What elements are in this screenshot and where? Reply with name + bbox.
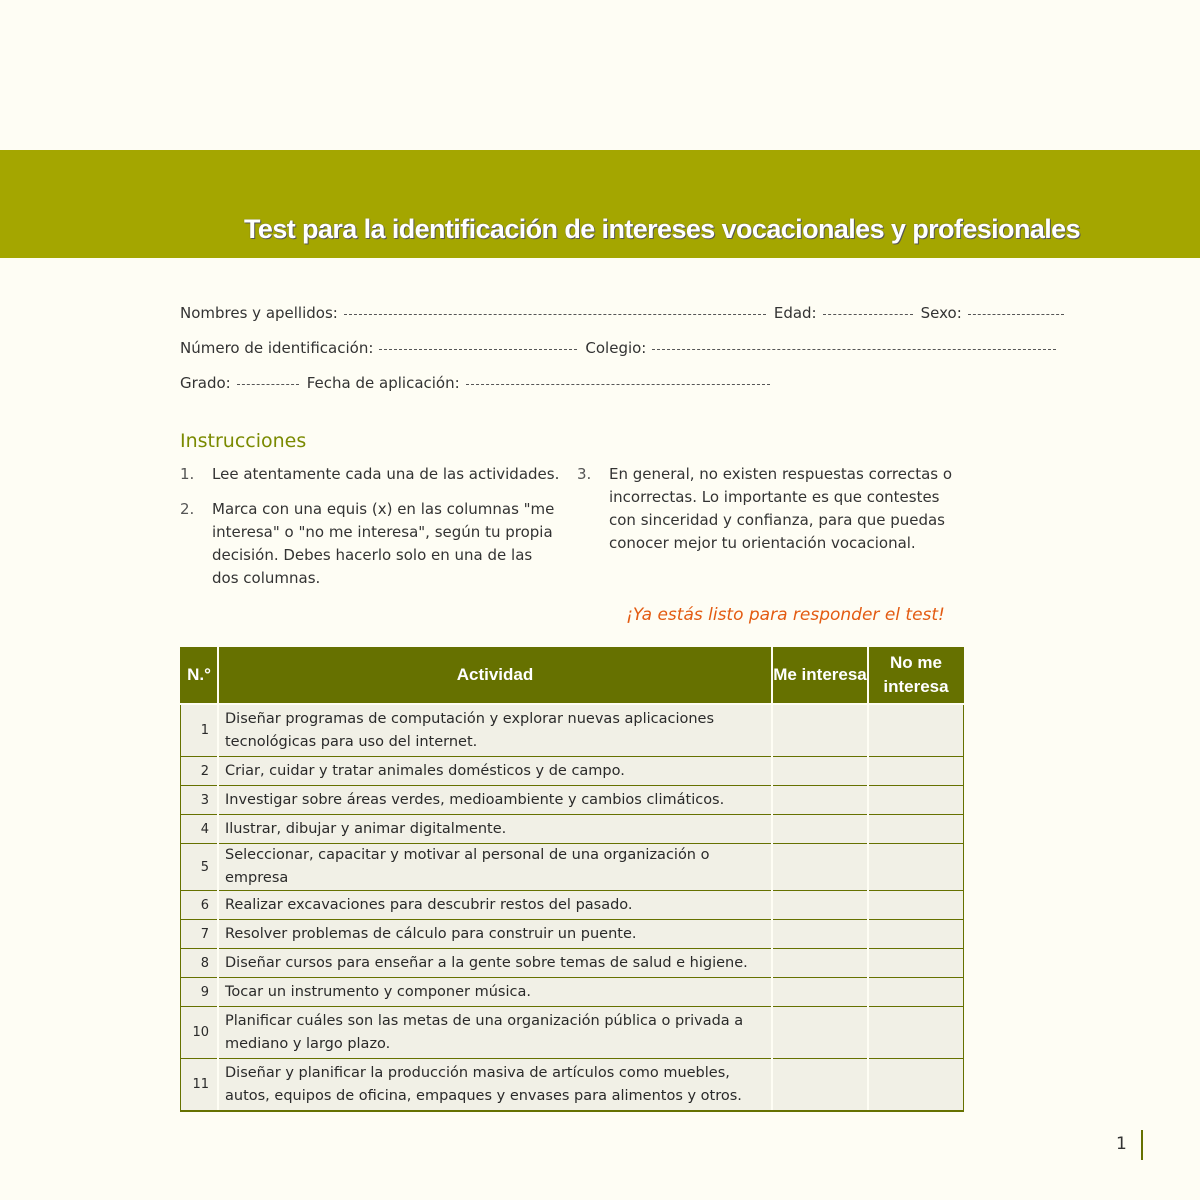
instruction-number: 1. xyxy=(180,465,195,483)
grado-field[interactable] xyxy=(237,383,299,385)
table-row xyxy=(181,786,964,815)
page-title: Test para la identificación de intereses vocacionales y profesionales xyxy=(244,214,1080,244)
form-row-grade xyxy=(180,374,778,392)
sexo-label: Sexo: xyxy=(920,304,962,322)
row-activity: Tocar un instrumento y componer música. xyxy=(218,978,772,1007)
header-activity: Actividad xyxy=(218,646,772,704)
row-number: 11 xyxy=(181,1059,219,1112)
row-number: 4 xyxy=(181,815,219,844)
sexo-field[interactable] xyxy=(968,313,1064,315)
row-activity: Diseñar y planificar la producción masiva de artículos como muebles, autos, equipos de oficina, empaques y envases para alimentos y otros. xyxy=(218,1059,772,1112)
row-activity: Diseñar cursos para enseñar a la gente sobre temas de salud e higiene. xyxy=(218,949,772,978)
table-row xyxy=(181,844,964,891)
row-number: 9 xyxy=(181,978,219,1007)
grado-label: Grado: xyxy=(180,374,231,392)
no-me-interesa-cell[interactable] xyxy=(868,949,964,978)
table-row xyxy=(181,1059,964,1112)
table-row xyxy=(181,757,964,786)
instruction-number: 3. xyxy=(577,465,592,483)
row-activity: Realizar excavaciones para descubrir restos del pasado. xyxy=(218,891,772,920)
row-activity: Seleccionar, capacitar y motivar al personal de una organización o empresa xyxy=(218,844,772,891)
row-activity: Investigar sobre áreas verdes, medioambiente y cambios climáticos. xyxy=(218,786,772,815)
row-number: 3 xyxy=(181,786,219,815)
header-me-interesa: Me interesa xyxy=(772,646,868,704)
row-number: 2 xyxy=(181,757,219,786)
header-num: N.° xyxy=(181,646,219,704)
instruction-item-1 xyxy=(180,463,580,486)
table-row xyxy=(181,949,964,978)
ready-message: ¡Ya estás listo para responder el test! xyxy=(626,605,945,625)
instructions-heading: Instrucciones xyxy=(180,430,307,452)
form-row-id xyxy=(180,339,1064,357)
row-number: 8 xyxy=(181,949,219,978)
fecha-label: Fecha de aplicación: xyxy=(306,374,460,392)
me-interesa-cell[interactable] xyxy=(772,704,868,757)
no-me-interesa-cell[interactable] xyxy=(868,1059,964,1112)
table-row xyxy=(181,1007,964,1059)
me-interesa-cell[interactable] xyxy=(772,949,868,978)
me-interesa-cell[interactable] xyxy=(772,891,868,920)
row-activity: Ilustrar, dibujar y animar digitalmente. xyxy=(218,815,772,844)
activities-table xyxy=(180,645,964,1112)
instruction-item-2 xyxy=(180,498,555,590)
no-me-interesa-cell[interactable] xyxy=(868,786,964,815)
fecha-field[interactable] xyxy=(466,383,770,385)
row-number: 6 xyxy=(181,891,219,920)
me-interesa-cell[interactable] xyxy=(772,786,868,815)
me-interesa-cell[interactable] xyxy=(772,844,868,891)
table-row xyxy=(181,704,964,757)
nombres-label: Nombres y apellidos: xyxy=(180,304,338,322)
page-number-divider xyxy=(1141,1130,1143,1160)
table-row xyxy=(181,920,964,949)
table-row xyxy=(181,891,964,920)
numero-field[interactable] xyxy=(379,348,577,350)
header-no-me-interesa: No me interesa xyxy=(868,646,964,704)
table-row xyxy=(181,815,964,844)
me-interesa-cell[interactable] xyxy=(772,757,868,786)
no-me-interesa-cell[interactable] xyxy=(868,891,964,920)
row-activity: Resolver problemas de cálculo para construir un puente. xyxy=(218,920,772,949)
row-activity: Criar, cuidar y tratar animales domésticos y de campo. xyxy=(218,757,772,786)
no-me-interesa-cell[interactable] xyxy=(868,815,964,844)
table-header-row xyxy=(181,646,964,704)
instruction-text: En general, no existen respuestas correctas o incorrectas. Lo importante es que contestes con sinceridad y confianza, para que puedas conocer mejor tu orientación vocacional. xyxy=(609,465,953,552)
edad-field[interactable] xyxy=(823,313,913,315)
instruction-text: Marca con una equis (x) en las columnas "me interesa" o "no me interesa", según tu propia decisión. Debes hacerlo solo en una de las dos columnas. xyxy=(212,500,555,587)
numero-label: Número de identificación: xyxy=(180,339,374,357)
no-me-interesa-cell[interactable] xyxy=(868,978,964,1007)
row-number: 10 xyxy=(181,1007,219,1059)
instruction-item-3 xyxy=(577,463,959,555)
me-interesa-cell[interactable] xyxy=(772,920,868,949)
colegio-label: Colegio: xyxy=(585,339,647,357)
form-row-name xyxy=(180,304,1072,322)
me-interesa-cell[interactable] xyxy=(772,978,868,1007)
row-number: 5 xyxy=(181,844,219,891)
colegio-field[interactable] xyxy=(652,348,1056,350)
me-interesa-cell[interactable] xyxy=(772,1059,868,1112)
row-activity: Planificar cuáles son las metas de una organización pública o privada a mediano y largo plazo. xyxy=(218,1007,772,1059)
no-me-interesa-cell[interactable] xyxy=(868,844,964,891)
me-interesa-cell[interactable] xyxy=(772,1007,868,1059)
me-interesa-cell[interactable] xyxy=(772,815,868,844)
row-number: 7 xyxy=(181,920,219,949)
page-number: 1 xyxy=(1116,1134,1127,1154)
instruction-text: Lee atentamente cada una de las actividades. xyxy=(212,465,560,483)
instruction-number: 2. xyxy=(180,500,195,518)
nombres-field[interactable] xyxy=(344,313,766,315)
no-me-interesa-cell[interactable] xyxy=(868,757,964,786)
edad-label: Edad: xyxy=(773,304,817,322)
no-me-interesa-cell[interactable] xyxy=(868,704,964,757)
row-number: 1 xyxy=(181,704,219,757)
no-me-interesa-cell[interactable] xyxy=(868,920,964,949)
row-activity: Diseñar programas de computación y explorar nuevas aplicaciones tecnológicas para uso del internet. xyxy=(218,704,772,757)
no-me-interesa-cell[interactable] xyxy=(868,1007,964,1059)
table-row xyxy=(181,978,964,1007)
